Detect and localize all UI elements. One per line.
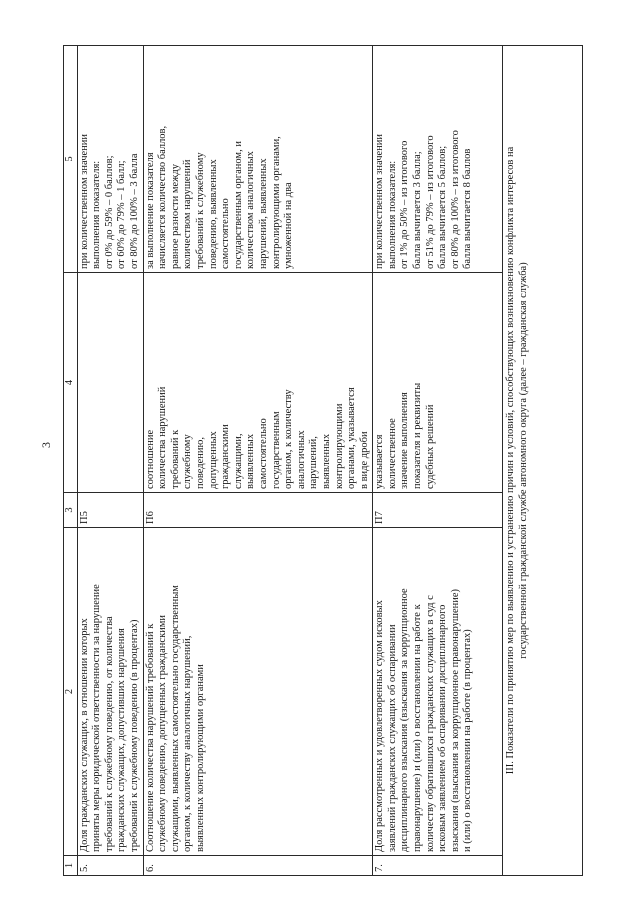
indicator-code: П7 bbox=[372, 492, 502, 527]
table-row bbox=[372, 45, 502, 875]
indicators-table bbox=[63, 45, 583, 876]
scoring-rule: при количественном значении выполнения показателя: от 1% до 50% – из итогового балла вычитается 3 балла; от 51% до 79% – из итогового балла вычитается 5 баллов; от 80% до 100% – из итогового балла вычитается 8 баллов bbox=[372, 45, 502, 272]
calculation-method: указывается количественное значение выполнения показателя и реквизиты судебных решений bbox=[372, 272, 502, 492]
header-cell-4: 4 bbox=[63, 272, 77, 492]
table-row bbox=[77, 45, 143, 875]
section-heading-row bbox=[502, 45, 582, 875]
header-cell-2: 2 bbox=[63, 527, 77, 855]
calculation-method bbox=[77, 272, 143, 492]
row-number: 6. bbox=[143, 855, 373, 875]
indicator-code: П6 bbox=[143, 492, 373, 527]
section-heading: III. Показатели по принятию мер по выявлению и устранению причин и условий, способствующих возникновению конфликта интересов на государственной гражданской службе автономного округа (далее – гражданская служба) bbox=[502, 45, 582, 875]
scoring-rule: за выполнение показателя начисляется количество баллов, равное разности между количеством нарушений требований к служебному поведению, выявленных самостоятельно государственным органом, и количеством аналогичных нарушений, выявленных контролирующими органами, умноженной на два bbox=[143, 45, 373, 272]
row-number: 5. bbox=[77, 855, 143, 875]
indicator-description: Доля рассмотренных и удовлетворенных судом исковых заявлений гражданских служащих об оспаривании дисциплинарного взыскания (взыскания за коррупционное правонарушение) и (или) о восстановлении на работе к количеству обратившихся гражданских служащих в суд с исковым заявлением об оспаривании дисциплинарного взыскания (взыскания за коррупционное правонарушение) и (или) о восстановлении на работе (в процентах) bbox=[372, 527, 502, 855]
scoring-rule: при количественном значении выполнения показателя: от 0% до 59% – 0 баллов; от 60% до 79% – 1 балл; от 80% до 100% – 3 балла bbox=[77, 45, 143, 272]
page-number: 3 bbox=[39, 442, 53, 448]
row-number: 7. bbox=[372, 855, 502, 875]
indicator-description: Доля гражданских служащих, в отношении которых приняты меры юридической ответственности за нарушение требований к служебному поведению, от количества гражданских служащих, допустивших нарушения требований к служебному поведению (в процентах) bbox=[77, 527, 143, 855]
header-cell-1: 1 bbox=[63, 855, 77, 875]
table-header-row bbox=[63, 45, 77, 875]
indicator-code: П5 bbox=[77, 492, 143, 527]
calculation-method: соотношение количества нарушений требований к служебному поведению, допущенных гражданскими служащими, выявленных самостоятельно государственным органом, к количеству аналогичных нарушений, выявленных контролирующими органами, указывается в виде дроби bbox=[143, 272, 373, 492]
header-cell-3: 3 bbox=[63, 492, 77, 527]
table-row bbox=[143, 45, 373, 875]
indicators-table-sheet bbox=[63, 46, 583, 876]
header-cell-5: 5 bbox=[63, 45, 77, 272]
indicator-description: Соотношение количества нарушений требований к служебному поведению, допущенных гражданскими служащими, выявленных самостоятельно государственным органом, к количеству аналогичных нарушений, выявленных контролирующими органами bbox=[143, 527, 373, 855]
